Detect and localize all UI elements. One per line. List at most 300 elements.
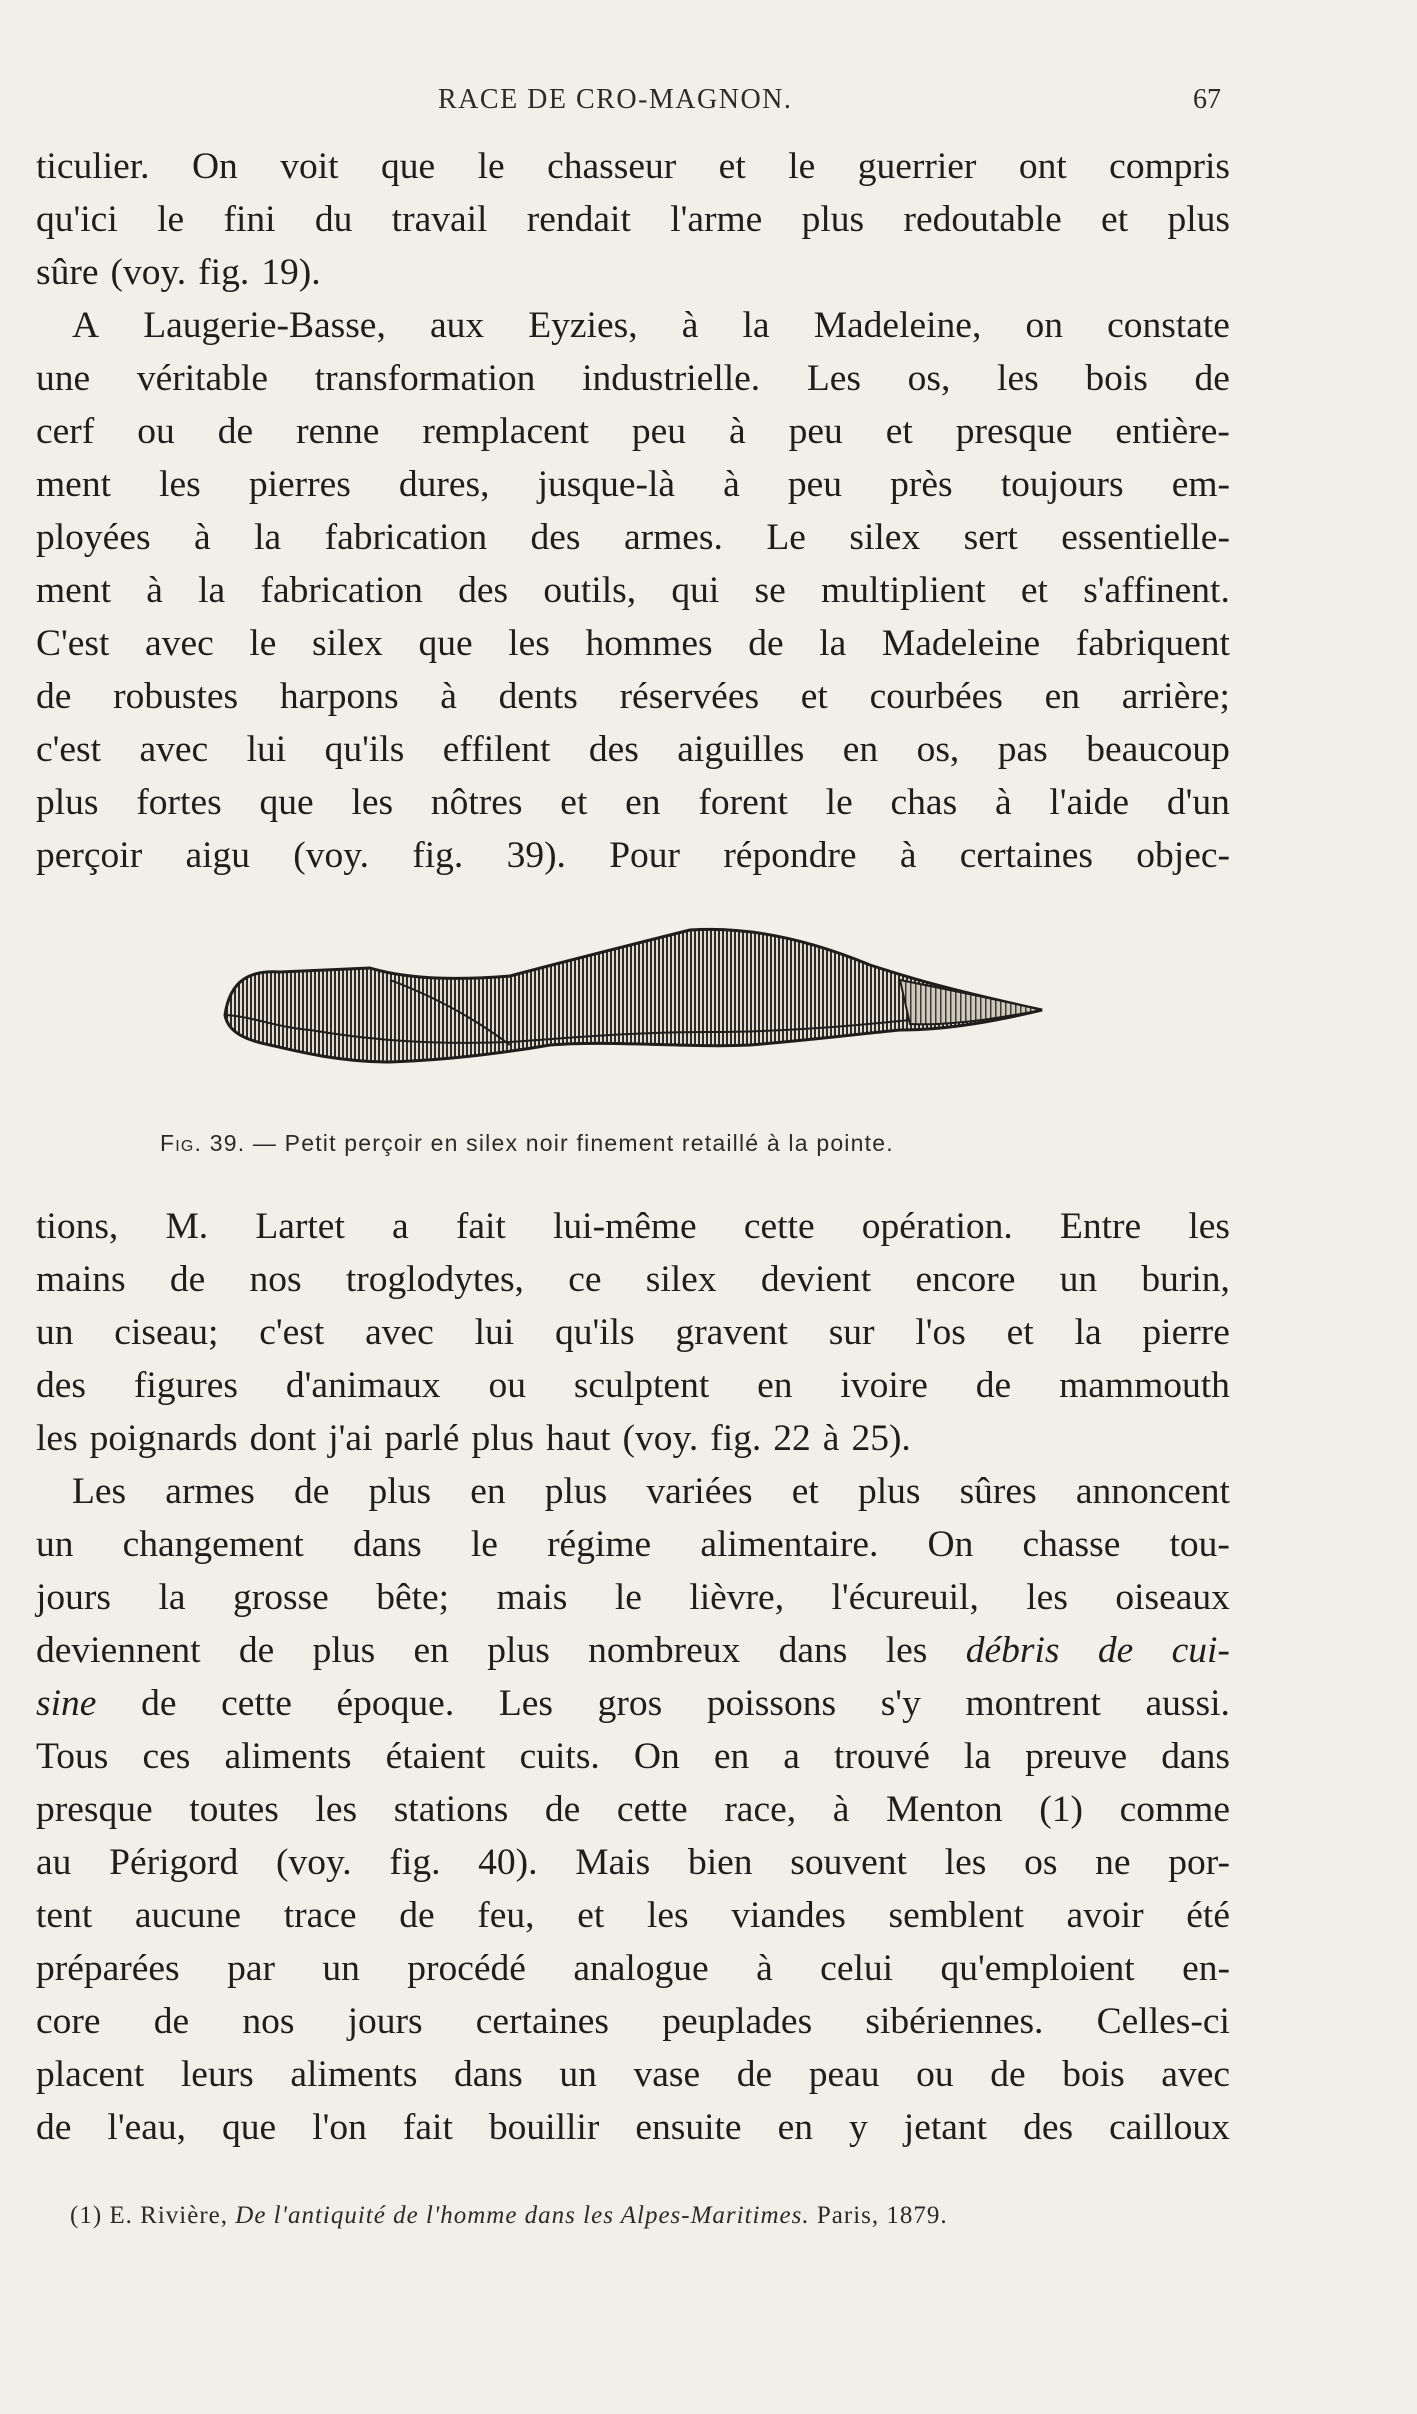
flint-perforator-illustration [210, 920, 1050, 1105]
word: figures [133, 1365, 239, 1406]
footnote-imprint: Paris, 1879. [816, 2202, 948, 2229]
text-line [36, 1783, 1230, 1836]
word: leurs [180, 2054, 254, 2095]
word: un [322, 1948, 360, 1989]
word: des [588, 729, 639, 770]
word: l'arme [670, 199, 763, 240]
word: Madeleine [881, 623, 1041, 664]
word: de [975, 1365, 1012, 1406]
word: que [259, 782, 314, 823]
word: plus [801, 199, 865, 240]
word: annoncent [1075, 1471, 1230, 1512]
word: un [559, 2054, 597, 2095]
word: aliments [290, 2054, 418, 2095]
word: répondre [723, 835, 857, 876]
word: avoir [1066, 1895, 1144, 1936]
text-line [36, 564, 1230, 617]
word: vase [633, 2054, 701, 2095]
text-line [36, 829, 1230, 882]
word: des [36, 1365, 86, 1406]
word: armes [165, 1471, 255, 1512]
word: du [314, 199, 353, 240]
word: de [1097, 1630, 1134, 1671]
word: fig. [412, 835, 464, 876]
word: que [418, 623, 473, 664]
word: nos [249, 1259, 302, 1300]
word: à [681, 305, 699, 346]
word: (voy. [293, 835, 369, 876]
word: et [560, 782, 588, 823]
word: (voy. [622, 1418, 699, 1459]
word: fait [402, 2107, 453, 2148]
word: plus [312, 1630, 376, 1671]
word: dans [1161, 1736, 1230, 1777]
word: et [791, 1471, 819, 1512]
word: On [927, 1524, 974, 1565]
word: cerf [36, 411, 95, 452]
word: cette [616, 1789, 688, 1830]
word: presque [36, 1789, 153, 1830]
word: à [194, 517, 211, 558]
word: plus [36, 782, 99, 823]
word: au [36, 1842, 72, 1883]
word: aux [429, 305, 485, 346]
word: plus [487, 1630, 550, 1671]
word: nos [242, 2001, 295, 2042]
word: régime [547, 1524, 652, 1565]
word: mains [36, 1259, 126, 1300]
word: multiplient [821, 570, 986, 611]
word: un [1059, 1259, 1098, 1300]
word: gravent [675, 1312, 788, 1353]
word: sur [828, 1312, 875, 1353]
word: mammouth [1059, 1365, 1230, 1406]
word: un [36, 1524, 74, 1565]
word: Madeleine, [813, 305, 982, 346]
word: constate [1107, 305, 1230, 346]
word: ou [488, 1365, 526, 1406]
caption-label: Fig. 39. [160, 1130, 246, 1156]
word: os, [907, 358, 951, 399]
text-line [36, 1730, 1230, 1783]
word: por- [1168, 1842, 1230, 1883]
word: chasse [1022, 1524, 1121, 1565]
word: objec- [1136, 835, 1230, 876]
word: Pour [609, 835, 681, 876]
word: bouillir [488, 2107, 600, 2148]
word: certaines [959, 835, 1094, 876]
word: fabrication [324, 517, 488, 558]
word: la [1074, 1312, 1102, 1353]
word: plus [471, 1418, 534, 1459]
word: en- [1182, 1948, 1230, 1989]
word: feu, [477, 1895, 535, 1936]
word: par [227, 1948, 275, 1989]
word: beaucoup [1086, 729, 1230, 770]
word: courbées [869, 676, 1003, 717]
word: silex [645, 1259, 717, 1300]
word: à [822, 1418, 840, 1459]
word: aucune [134, 1895, 242, 1936]
word: de [141, 1683, 177, 1724]
text-line [36, 1412, 1230, 1465]
word: trace [283, 1895, 357, 1936]
word: aussi. [1145, 1683, 1230, 1724]
word: alimentaire. [700, 1524, 879, 1565]
word: cuits. [519, 1736, 600, 1777]
word: ciseau; [114, 1312, 219, 1353]
word: transformation [314, 358, 536, 399]
word: et [1101, 199, 1129, 240]
word: (1) [1039, 1789, 1083, 1830]
word: opération. [861, 1206, 1013, 1247]
word: de [238, 1630, 275, 1671]
word: em- [1171, 464, 1230, 505]
word: peau [808, 2054, 880, 2095]
word: cette [743, 1206, 815, 1247]
word: essentielle- [1061, 517, 1230, 558]
word: se [754, 570, 786, 611]
word: d'animaux [285, 1365, 441, 1406]
word: la [819, 623, 847, 664]
text-line [36, 1571, 1230, 1624]
word: 19). [261, 252, 321, 293]
word: pas [997, 729, 1048, 770]
word: renne [296, 411, 380, 452]
word: de [544, 1789, 581, 1830]
word: certaines [475, 2001, 610, 2042]
word: Mais [575, 1842, 651, 1883]
word: que [222, 2107, 277, 2148]
word: peu [788, 411, 843, 452]
text-line [36, 1306, 1230, 1359]
word: en [757, 1365, 793, 1406]
text-line [36, 2048, 1230, 2101]
word: des [530, 517, 581, 558]
word: Celles-ci [1096, 2001, 1230, 2042]
caption-text: — Petit perçoir en silex noir finement retaillé à la pointe. [252, 1130, 894, 1156]
text-line [36, 140, 1230, 193]
word: Les [806, 358, 861, 399]
word: cailloux [1109, 2107, 1230, 2148]
word: dures, [398, 464, 490, 505]
word: jusque-là [537, 464, 676, 505]
word: dans [778, 1630, 848, 1671]
word: à [994, 782, 1012, 823]
word: fabriquent [1075, 623, 1230, 664]
word: la [742, 305, 770, 346]
word: avec [365, 1312, 434, 1353]
word: tent [36, 1895, 93, 1936]
text-line [36, 246, 1230, 299]
word: les [944, 1842, 987, 1883]
word: en [842, 729, 879, 770]
word: 22 [773, 1418, 811, 1459]
word: celui [820, 1948, 894, 1989]
word: compris [1109, 146, 1230, 187]
word: On [633, 1736, 680, 1777]
word: guerrier [857, 146, 977, 187]
word: dont [249, 1418, 317, 1459]
word: forent [698, 782, 788, 823]
word: os [1024, 1842, 1058, 1883]
word: (voy. [110, 252, 187, 293]
word: bois [1085, 358, 1148, 399]
word: Les [72, 1471, 127, 1512]
word: effilent [442, 729, 551, 770]
word: peu [631, 411, 687, 452]
word: les [997, 358, 1039, 399]
word: de [990, 2054, 1026, 2095]
word: rendait [526, 199, 631, 240]
word: toujours [1000, 464, 1124, 505]
word: les [1188, 1206, 1230, 1247]
word: à [723, 464, 740, 505]
word: l'on [312, 2107, 367, 2148]
word: travail [391, 199, 488, 240]
word: jetant [903, 2107, 988, 2148]
word: fig. [389, 1842, 441, 1883]
word: plus [857, 1471, 921, 1512]
text-line [36, 511, 1230, 564]
word: cui- [1171, 1630, 1230, 1671]
footnote [70, 2202, 1220, 2230]
word: Tous [36, 1736, 109, 1777]
word: silex [849, 517, 921, 558]
word: ivoire [840, 1365, 928, 1406]
figure-caption [160, 1130, 1160, 1157]
word: ne [1095, 1842, 1131, 1883]
word: près [890, 464, 953, 505]
word: les [351, 782, 394, 823]
word: fig. [198, 252, 250, 293]
word: étaient [385, 1736, 486, 1777]
word: 25). [851, 1418, 911, 1459]
text-line [36, 1518, 1230, 1571]
word: ployées [36, 517, 151, 558]
word: ment [36, 570, 111, 611]
word: a [392, 1206, 409, 1247]
word: l'os [915, 1312, 966, 1353]
text-line [36, 2101, 1230, 2154]
word: y [849, 2107, 868, 2148]
word: dents [498, 676, 578, 717]
text-line [36, 458, 1230, 511]
word: l'écureuil, [831, 1577, 979, 1618]
word: et [885, 411, 913, 452]
word: qui [671, 570, 720, 611]
word: réservées [619, 676, 760, 717]
word: et [1006, 1312, 1034, 1353]
word: viandes [731, 1895, 846, 1936]
word: On [191, 146, 238, 187]
word: en [713, 1736, 750, 1777]
text-line [36, 723, 1230, 776]
word: qu'ils [324, 729, 405, 770]
word: stations [393, 1789, 509, 1830]
word: poissons [706, 1683, 837, 1724]
word: en [413, 1630, 449, 1671]
word: core [36, 2001, 101, 2042]
word: chasseur [547, 146, 677, 187]
word: sûre [36, 252, 99, 293]
word: de [736, 2054, 773, 2095]
word: variées [646, 1471, 753, 1512]
word: le [470, 1524, 498, 1565]
page-number: 67 [1193, 84, 1221, 115]
word: on [1025, 305, 1063, 346]
word: perçoir [36, 835, 143, 876]
word: à [729, 411, 746, 452]
word: la [254, 517, 282, 558]
word: lui [246, 729, 287, 770]
word: redoutable [903, 199, 1062, 240]
word: race, [724, 1789, 797, 1830]
word: aigu [185, 835, 251, 876]
word: entière- [1115, 411, 1230, 452]
word: tou- [1169, 1524, 1230, 1565]
word: outils, [543, 570, 637, 611]
word: les [36, 1418, 78, 1459]
word: l'aide [1049, 782, 1130, 823]
word: Lartet [255, 1206, 345, 1247]
word: fig. [710, 1418, 762, 1459]
word: les [315, 1789, 358, 1830]
word: pierre [1142, 1312, 1230, 1353]
running-title: RACE DE CRO-MAGNON. [438, 84, 793, 115]
word: A [72, 305, 100, 346]
word: fortes [136, 782, 222, 823]
word: Les [498, 1683, 553, 1724]
word: fini [223, 199, 276, 240]
text-line [36, 1253, 1230, 1306]
word: à [899, 835, 917, 876]
word: nôtres [430, 782, 523, 823]
word: aiguilles [677, 729, 805, 770]
word: en [625, 782, 661, 823]
word: qu'ici [36, 199, 118, 240]
word: Eyzies, [528, 305, 638, 346]
word: poignards [89, 1418, 238, 1459]
word: les [159, 464, 201, 505]
word: de [399, 1895, 435, 1936]
word: troglodytes, [345, 1259, 524, 1300]
word: de [293, 1471, 330, 1512]
word: Entre [1059, 1206, 1142, 1247]
word: en [470, 1471, 506, 1512]
word: plus [1167, 199, 1230, 240]
text-line [36, 1359, 1230, 1412]
word: et [800, 676, 828, 717]
word: ont [1018, 146, 1067, 187]
word: et [1020, 570, 1048, 611]
word: d'un [1166, 782, 1230, 823]
word: gros [597, 1683, 663, 1724]
word: la [198, 570, 226, 611]
word: mais [496, 1577, 568, 1618]
word: jours [347, 2001, 423, 2042]
footnote-title: De l'antiquité de l'homme dans les Alpes-Maritimes. [235, 2202, 810, 2229]
word: souvent [790, 1842, 907, 1883]
word: pierres [248, 464, 351, 505]
word: ou [137, 411, 175, 452]
word: et [718, 146, 746, 187]
word: un [36, 1312, 74, 1353]
word: presque [955, 411, 1073, 452]
word: de [36, 2107, 72, 2148]
word: changement [122, 1524, 304, 1565]
word: sert [963, 517, 1018, 558]
word: ces [142, 1736, 191, 1777]
word: à [756, 1948, 773, 1989]
word: parlé [384, 1418, 460, 1459]
word: a [783, 1736, 800, 1777]
word: fait [455, 1206, 506, 1247]
word: plus [544, 1471, 608, 1512]
word: placent [36, 2054, 145, 2095]
word: de [36, 676, 72, 717]
word: industrielle. [582, 358, 761, 399]
word: lui [474, 1312, 515, 1353]
word: oiseaux [1115, 1577, 1230, 1618]
word: une [36, 358, 91, 399]
word: armes. [623, 517, 723, 558]
word: Le [766, 517, 806, 558]
word: Menton [885, 1789, 1003, 1830]
word: j'ai [328, 1418, 373, 1459]
word: époque. [336, 1683, 455, 1724]
word: nombreux [588, 1630, 741, 1671]
word: débris [965, 1630, 1060, 1671]
word: ensuite [635, 2107, 742, 2148]
word: l'eau, [107, 2107, 187, 2148]
word: aliments [224, 1736, 352, 1777]
word: 39). [506, 835, 566, 876]
text-line [36, 299, 1230, 352]
word: tions, [36, 1206, 119, 1247]
word: encore [915, 1259, 1016, 1300]
word: de [1194, 358, 1230, 399]
text-line [36, 1995, 1230, 2048]
word: Périgord [109, 1842, 239, 1883]
running-header [0, 84, 1417, 124]
text-line [36, 1624, 1230, 1677]
word: en [1044, 676, 1080, 717]
footnote-marker: (1) E. Rivière, [70, 2202, 229, 2229]
word: fabrication [260, 570, 423, 611]
word: preuve [1025, 1736, 1128, 1777]
word: ce [568, 1259, 602, 1300]
word: des [458, 570, 509, 611]
word: semblent [888, 1895, 1024, 1936]
word: avec [139, 729, 209, 770]
text-line [36, 1836, 1230, 1889]
word: 40). [478, 1842, 538, 1883]
word: que [381, 146, 436, 187]
word: s'affinent. [1083, 570, 1230, 611]
word: préparées [36, 1948, 180, 1989]
word: ticulier. [36, 146, 150, 187]
word: os, [916, 729, 960, 770]
word: M. [165, 1206, 209, 1247]
word: à [440, 676, 457, 717]
word: silex [312, 623, 383, 664]
word: avec [145, 623, 214, 664]
word: haut [545, 1418, 611, 1459]
word: cette [221, 1683, 292, 1724]
word: la [963, 1736, 991, 1777]
word: arrière; [1121, 676, 1230, 717]
